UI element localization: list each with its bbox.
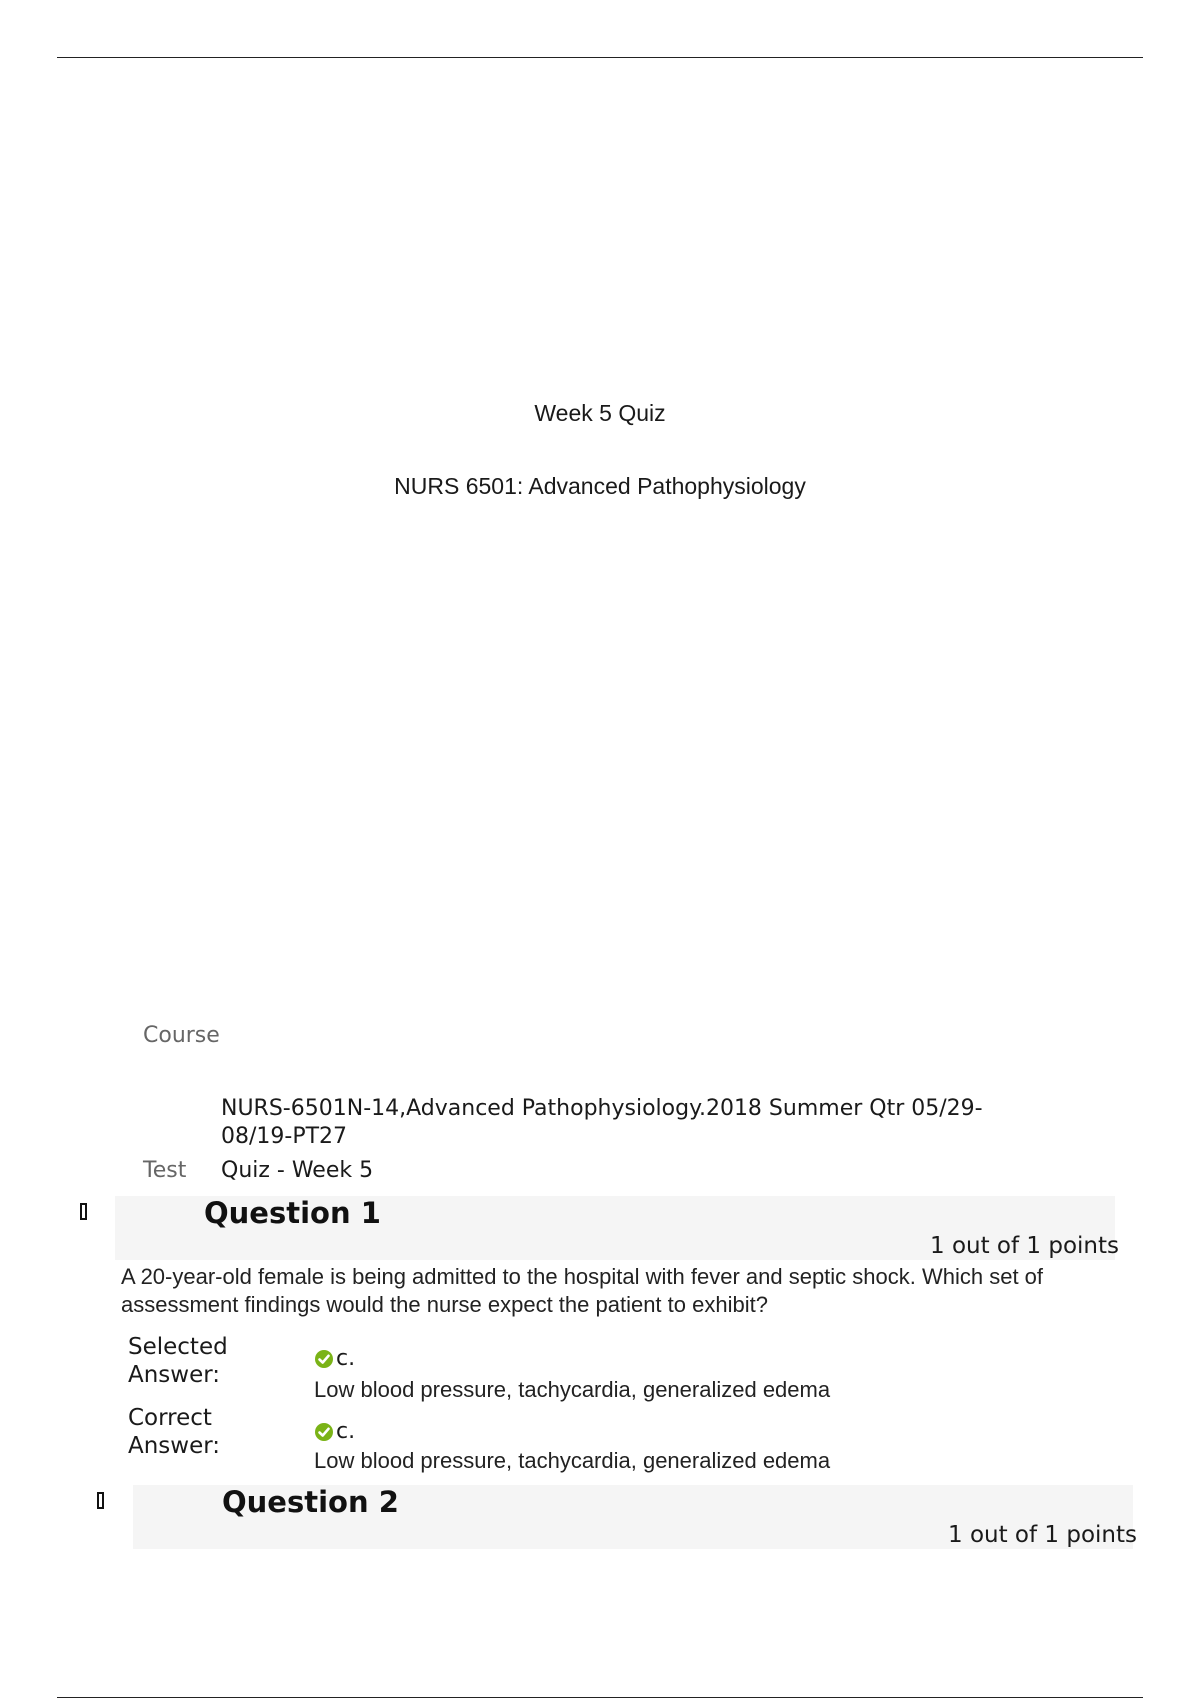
question-1-title: Question 1 (204, 1196, 381, 1230)
document-title: Week 5 Quiz (534, 400, 666, 426)
course-label: Course (143, 1023, 220, 1048)
question-marker-icon (97, 1492, 104, 1509)
selected-answer-choice (314, 1345, 355, 1373)
test-label: Test (143, 1158, 187, 1183)
correct-check-icon (314, 1349, 334, 1369)
document-subtitle: NURS 6501: Advanced Pathophysiology (394, 473, 806, 499)
top-rule (57, 57, 1143, 58)
selected-answer-letter: c. (336, 1346, 356, 1371)
question-marker-icon (80, 1203, 87, 1220)
test-value: Quiz - Week 5 (221, 1158, 374, 1183)
correct-answer-text: Low blood pressure, tachycardia, generalized edema (314, 1448, 831, 1473)
bottom-rule (57, 1697, 1143, 1698)
correct-check-icon (314, 1422, 334, 1442)
question-1-text: A 20-year-old female is being admitted to the hospital with fever and septic shock. Which set of assessment findings would the nurse expect the patient to exhibit? (121, 1264, 1044, 1317)
question-2-title: Question 2 (222, 1485, 399, 1519)
question-2-points: 1 out of 1 points (948, 1522, 1137, 1548)
question-1-points: 1 out of 1 points (930, 1233, 1119, 1259)
selected-answer-text: Low blood pressure, tachycardia, generalized edema (314, 1377, 831, 1402)
correct-answer-label: Correct Answer: (128, 1405, 221, 1459)
course-value: NURS-6501N-14,Advanced Pathophysiology.2018 Summer Qtr 05/29-08/19-PT27 (221, 1096, 983, 1149)
correct-answer-letter: c. (336, 1419, 356, 1444)
selected-answer-label: Selected Answer: (128, 1334, 228, 1388)
correct-answer-choice (314, 1418, 355, 1446)
